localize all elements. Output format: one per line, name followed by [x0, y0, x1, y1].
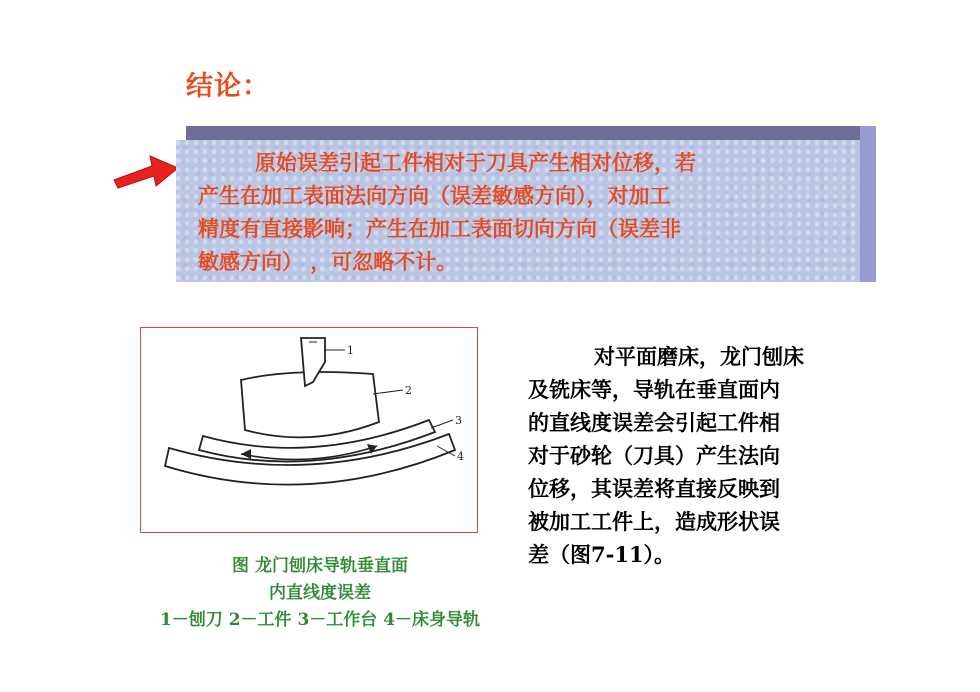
paragraph-line: 及铣床等，导轨在垂直面内 — [528, 377, 780, 402]
label-1: 1 — [347, 344, 354, 357]
caption-line: 内直线度误差 — [269, 583, 371, 603]
conclusion-line: 精度有直接影响；产生在加工表面切向方向（误差非 — [198, 216, 681, 241]
label-2: 2 — [405, 384, 412, 397]
explanation-paragraph — [528, 340, 873, 571]
planer-guideway-figure — [140, 327, 478, 533]
caption-line: 图 龙门刨床导轨垂直面 — [232, 556, 408, 576]
box-shadow-right — [860, 126, 876, 282]
red-arrow-icon — [112, 152, 182, 192]
conclusion-line: 原始误差引起工件相对于刀具产生相对位移，若 — [255, 150, 696, 175]
caption-line: 1－刨刀 2－工件 3－工作台 4－床身导轨 — [159, 610, 481, 630]
box-shadow-top — [186, 126, 876, 140]
paragraph-line: 对于砂轮（刀具）产生法向 — [528, 443, 780, 468]
paragraph-line: 对平面磨床，龙门刨床 — [594, 344, 804, 369]
paragraph-line: 差（图7-11）。 — [528, 542, 676, 567]
conclusion-line: 敏感方向） ，可忽略不计。 — [198, 249, 458, 274]
conclusion-text — [198, 146, 846, 278]
section-heading: 结论： — [186, 71, 270, 102]
paragraph-line: 被加工工件上，造成形状误 — [528, 509, 780, 534]
label-3: 3 — [455, 414, 462, 427]
figure-caption — [110, 553, 530, 634]
conclusion-line: 产生在加工表面法向方向（误差敏感方向），对加工 — [198, 183, 671, 208]
label-4: 4 — [457, 450, 464, 463]
paragraph-line: 位移，其误差将直接反映到 — [528, 476, 780, 501]
paragraph-line: 的直线度误差会引起工件相 — [528, 410, 780, 435]
